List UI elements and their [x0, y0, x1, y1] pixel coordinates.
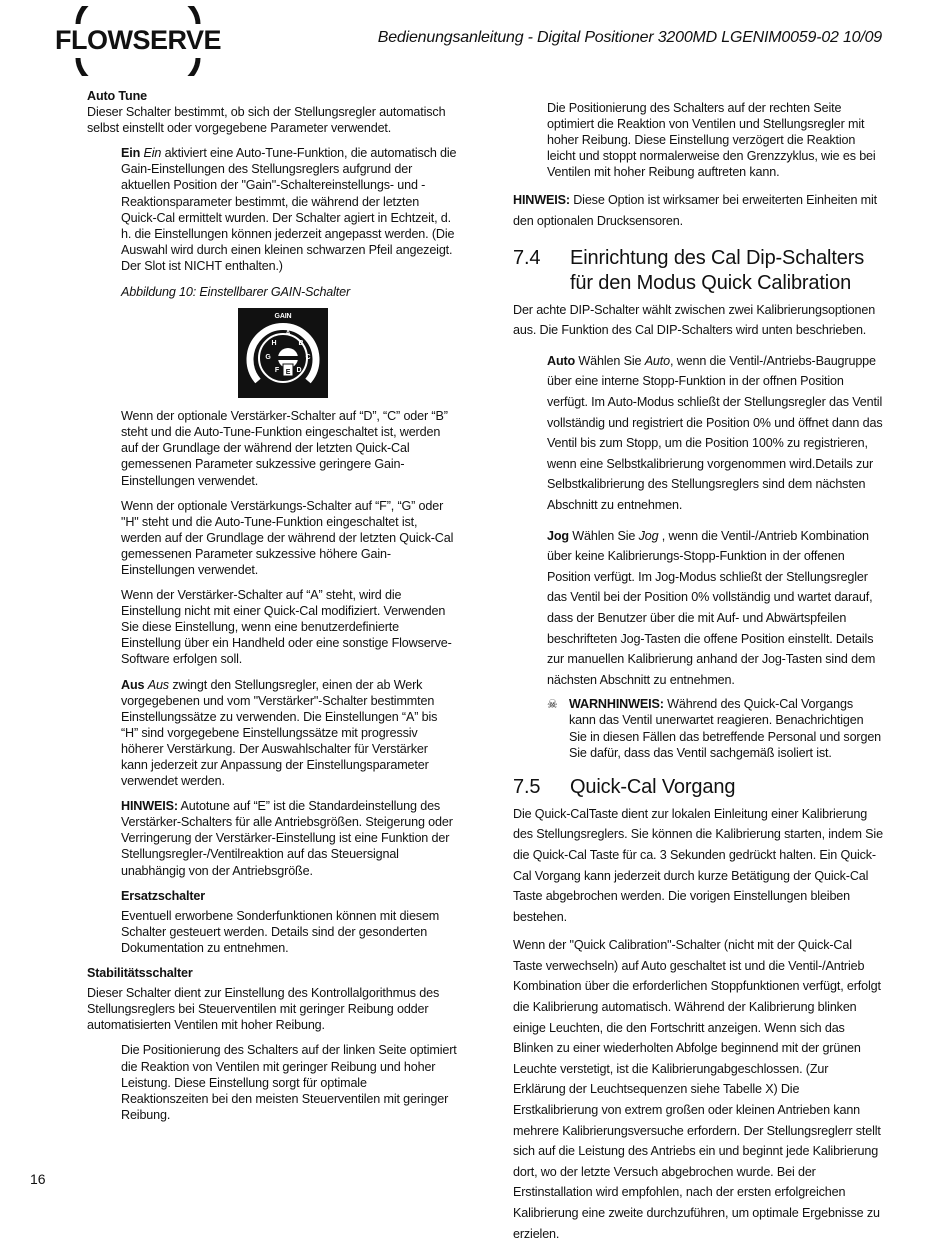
- gain-letter-g: G: [265, 354, 271, 362]
- section-7-5-title: Quick-Cal Vorgang: [570, 775, 736, 798]
- right-column: [513, 100, 883, 1244]
- section-7-4-heading: [513, 246, 883, 296]
- jog-italic: Jog: [638, 528, 659, 543]
- stab-heading: Stabilitätsschalter: [87, 966, 193, 981]
- stab-left: Die Positionierung des Schalters auf der linken Seite optimiert die Reaktion von Ventilen mit geringer Reibung und hoher Leistung. Diese Einstellung sorgt für optimale Reaktionszeiten bei den meisten Steuerventilen mit geringer Reibung.: [121, 1043, 457, 1122]
- hinweis-paragraph: [121, 798, 457, 878]
- aus-label: Aus: [121, 677, 145, 692]
- document-title: Bedienungsanleitung - Digital Positioner 3200MD LGENIM0059-02 10/09: [377, 29, 882, 46]
- auto-label: Auto: [547, 353, 576, 368]
- aus-text: zwingt den Stellungsregler, einen der ab Werk vorgegebenen und vom "Verstärker"-Schalter bestimmten Einstellungssätze zu verwenden. Die Einstellungen “A” bis “H” sind vorgegebene Einstellungssätze mit progressiv höherer Verstärkung. Der Auswahlschalter für Verstärker kann jederzeit zur Anpassung der Einstellungsparameter verwendet werden.: [121, 677, 438, 789]
- warn-label: WARNHINWEIS:: [569, 697, 664, 712]
- section-7-5-para1: Die Quick-CalTaste dient zur lokalen Einleitung einer Kalibrierung des Stellungsreglers. Sie können die Kalibrierung starten, indem Sie die Quick-Cal Taste für ca. 3 Sekunden gedrückt halten. Ein Quick-Cal Vorgang kann jederzeit durch kurze Betätigung der Quick-Cal Taste abgebrochen werden. Die vorigen Einstellungen bleiben bestehen.: [513, 806, 883, 924]
- gain-letter-b: B: [298, 340, 304, 348]
- skull-warning-icon: ☠: [547, 697, 558, 712]
- ein-text: aktiviert eine Auto-Tune-Funktion, die automatisch die Gain-Einstellungen des Stellungsreglers aufgrund der aktuellen Position der "Gain"-Schaltereinstellungs- und -Reaktionsparameter bestimmt, die während der letzten Quick-Cal ermittelt wurden. Der Schalter agiert in Echtzeit, d. h. die Einstellungen können jederzeit angepasst werden. (Die Auswahl wird durch einen kleinen schwarzen Pfeil angezeigt. Der Slot ist NICHT enthalten.): [121, 146, 457, 273]
- gain-label: GAIN: [274, 313, 292, 321]
- section-7-5-para2: Wenn der "Quick Calibration"-Schalter (nicht mit der Quick-Cal Taste verwechseln) auf Auto geschaltet ist und die Ventil-/Antrieb Kombination über die erforderlichen Stoppfunktionen verfügt, erfolgt die Kalibrierung automatisch. Während der Kalibrierung blinken einige Leuchten, die den Fortschritt anzeigen. Wenn sich das Blinken zu einer wiederholten Abfolge beginnend mit der grünen Leuchte verstetigt, ist die Kalibrierungabgeschlossen. (Zur Erklärung der Leuchtsequenzen siehe Tabelle X) Die Erstkalibrierung von extrem großen oder kleinen Antrieben kann mehrere Kalibrierungsversuche erfordern. Der Stellungsreglerr stellt sich auf die Leistung des Antriebs ein und beginnt jede Kalibrierung dort, wo der letzte Versuch abgebrochen wurde. Bei der Erstinstallation wird empfohlen, nach der ersten erfolgreichen Kalibrierung eine zweite durchzuführen, um optimale Ergebnisse zu erzielen.: [513, 938, 881, 1241]
- autotune-heading: Auto Tune: [87, 89, 147, 103]
- hinweis-text: Autotune auf “E” ist die Standardeinstellung des Verstärker-Schalters für alle Antriebsgrößen. Steigerung oder Verringerung der Verstärker-Einstellung ist eine Funktion der Stellungsregler-/Ventilreaktion auf das Steuersignal unabhängig von der Antriebsgröße.: [121, 799, 453, 878]
- gain-letter-c: C: [305, 354, 311, 362]
- gain-letter-a: A: [285, 330, 291, 338]
- ein-paragraph: [121, 145, 457, 274]
- left-column: [87, 88, 457, 1123]
- section-7-4-number: 7.4: [513, 246, 541, 269]
- hinweis2-label: HINWEIS:: [513, 193, 570, 208]
- warning-paragraph: [547, 696, 883, 760]
- aus-italic: Aus: [147, 677, 169, 692]
- hinweis-label: HINWEIS:: [121, 799, 178, 814]
- stab-right: Die Positionierung des Schalters auf der rechten Seite optimiert die Reaktion von Ventilen und Stellungsregler mit hoher Reibung. Diese Einstellung verzögert die Reaktion leicht und stoppt normalerweise den Grenzzyklus, wie es bei Ventilen mit hoher Reibung auftreten kann.: [547, 101, 876, 180]
- hinweis2-text: Diese Option ist wirksamer bei erweiterten Einheiten mit den optionalen Drucksensoren.: [513, 193, 877, 229]
- figure-caption: Abbildung 10: Einstellbarer GAIN-Schalter: [121, 285, 351, 300]
- jog-label: Jog: [547, 528, 569, 543]
- warn-text: Während des Quick-Cal Vorgangs kann das Ventil unerwartet reagieren. Benachrichtigen Sie in diesen Fällen das betreffende Personal und sorgen Sie dafür, dass das Ventil sachgemäß isoliert ist.: [569, 697, 882, 760]
- page-number: 16: [30, 1171, 46, 1187]
- svg-text:FLOWSERVE: FLOWSERVE: [54, 25, 222, 55]
- aus-paragraph: [121, 677, 457, 790]
- ersatz-heading: Ersatzschalter: [121, 888, 206, 903]
- ersatz-text: Eventuell erworbene Sonderfunktionen können mit diesem Schalter gesteuert werden. Details sind der gesonderten Dokumentation zu entnehmen.: [121, 908, 440, 955]
- para-dcb: Wenn der optionale Verstärker-Schalter auf “D”, “C” oder “B” steht und die Auto-Tune-Funktion eingeschaltet ist, werden auf der Grundlage der während der letzten Quick-Cal gemessenen Parameter sukzessive geringere Gain-Einstellungen verwendet.: [121, 409, 448, 488]
- auto-pre: Wählen Sie: [575, 353, 645, 368]
- jog-paragraph: [547, 526, 883, 691]
- jog-text: , wenn die Ventil-/Antrieb Kombination über keine Kalibrierungs-Stopp-Funktion in der offenen Position verfügt. Im Jog-Modus schließt der Stellungsregler das Ventil bei der Position 0% vollständig und wartet darauf, dass der Benutzer über die mit Auf- und Abwärtspfeilen beschrifteten Jog-Tasten die offene Position einstellt. Details zur manuellen Kalibrierung anhand der Jog-Tasten sind dem nächsten Abschnitt zu entnehmen.: [547, 528, 876, 687]
- para-a: Wenn der Verstärker-Schalter auf “A” steht, wird die Einstellung nicht mit einer Quick-Cal modifiziert. Verwenden Sie diese Einstellung, wenn eine benutzerdefinierte Einstellung über ein Handheld oder eine sonstige Flowserve-Software erfolgen soll.: [121, 588, 452, 667]
- gain-letter-e: E: [285, 369, 291, 377]
- section-7-5-number: 7.5: [513, 775, 541, 798]
- jog-pre: Wählen Sie: [568, 528, 639, 543]
- section-7-5-heading: [513, 775, 883, 800]
- auto-paragraph: [547, 351, 883, 516]
- ein-italic: Ein: [143, 146, 162, 161]
- gain-letter-h: H: [271, 340, 277, 348]
- auto-text: , wenn die Ventil-/Antriebs-Baugruppe über eine interne Stopp-Funktion in der offnen Position verfügt. Im Auto-Modus schließt der Stellungsregler das Ventil vollständig und registriert die Position 0% und öffnet dann das Ventil bis zum Stopp, um die Position 100% zu registrieren, wenn eine Selbstkalibrierung vorgenommen wird.Details zur Selbstkalibrierung des Stellungsreglers sind dem nächsten Abschnitt zu entnehmen.: [547, 353, 883, 512]
- stab-intro: Dieser Schalter dient zur Einstellung des Kontrollalgorithmus des Stellungsreglers bei Steuerventilen mit geringer Reibung odder automatisierten Ventilen mit hoher Reibung.: [87, 986, 440, 1033]
- flowserve-logo: [38, 6, 238, 76]
- autotune-intro: Dieser Schalter bestimmt, ob sich der Stellungsregler automatisch selbst einstellt oder vorgegebene Parameter verwendet.: [87, 105, 446, 136]
- gain-switch-figure: [238, 308, 328, 398]
- section-7-4-title: Einrichtung des Cal Dip-Schalters für den Modus Quick Calibration: [570, 246, 865, 294]
- para-fgh: Wenn der optionale Verstärkungs-Schalter auf “F”, “G” oder "H" steht und die Auto-Tune-Funktion eingeschaltet ist, werden auf der Grundlage der während der letzten Quick-Cal gemessenen Parameter sukzessive höhere Gain-Einstellungen verwendet.: [121, 498, 454, 577]
- hinweis2-paragraph: [513, 190, 883, 231]
- section-7-4-intro: Der achte DIP-Schalter wählt zwischen zwei Kalibrierungsoptionen aus. Die Funktion des Cal DIP-Schalters wird unten beschrieben.: [513, 302, 876, 338]
- ein-label: Ein: [121, 146, 141, 161]
- gain-letter-f: F: [274, 367, 280, 375]
- gain-letter-d: D: [296, 367, 302, 375]
- auto-italic: Auto: [644, 353, 670, 368]
